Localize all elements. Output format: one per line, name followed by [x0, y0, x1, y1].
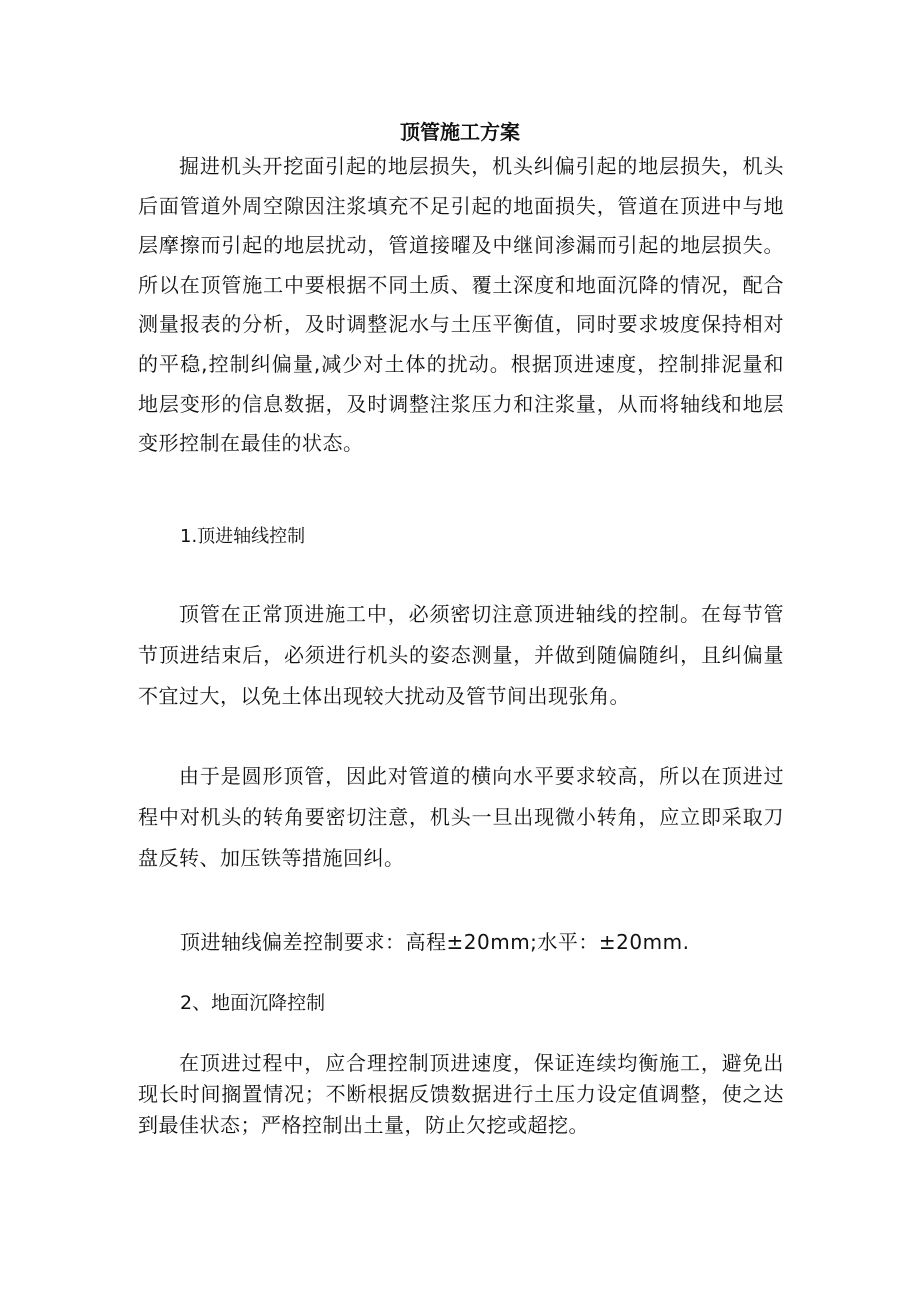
axis-deviation-requirement: 顶进轴线偏差控制要求：高程±20mm;水平：±20mm.: [180, 930, 690, 954]
settlement-control-paragraph: 在顶进过程中，应合理控制顶进速度，保证连续均衡施工，避免出现长时间搁置情况；不断根据反馈数据进行土压力设定值调整，使之达到最佳状态；严格控制出土量，防止欠挖或超挖。: [138, 1051, 784, 1137]
intro-paragraph: 掘进机头开挖面引起的地层损失，机头纠偏引起的地层损失，机头后面管道外周空隙因注浆填充不足引起的地面损失，管道在顶进中与地层摩擦而引起的地层扰动，管道接曜及中继间渗漏而引起的地层损失。所以在顶管施工中要根据不同土质、覆土深度和地面沉降的情况，配合测量报表的分析，及时调整泥水与土压平衡值，同时要求坡度保持相对的平稳,控制纠偏量,减少对土体的扰动。根据顶进速度，控制排泥量和地层变形的信息数据，及时调整注浆压力和注浆量，从而将轴线和地层变形控制在最佳的状态。: [138, 154, 784, 456]
axis-control-paragraph-1: 顶管在正常顶进施工中，必须密切注意顶进轴线的控制。在每节管节顶进结束后，必须进行机头的姿态测量，并做到随偏随纠，且纠偏量不宜过大，以免土体出现较大扰动及管节间出现张角。: [138, 602, 784, 708]
document-title: 顶管施工方案: [400, 120, 520, 144]
section-heading-settlement-control: 2、地面沉降控制: [180, 992, 326, 1014]
axis-control-paragraph-2: 由于是圆形顶管，因此对管道的横向水平要求较高，所以在顶进过程中对机头的转角要密切注意，机头一旦出现微小转角，应立即采取刀盘反转、加压铁等措施回纠。: [138, 764, 784, 870]
section-heading-axis-control: 1.顶进轴线控制: [180, 526, 306, 547]
